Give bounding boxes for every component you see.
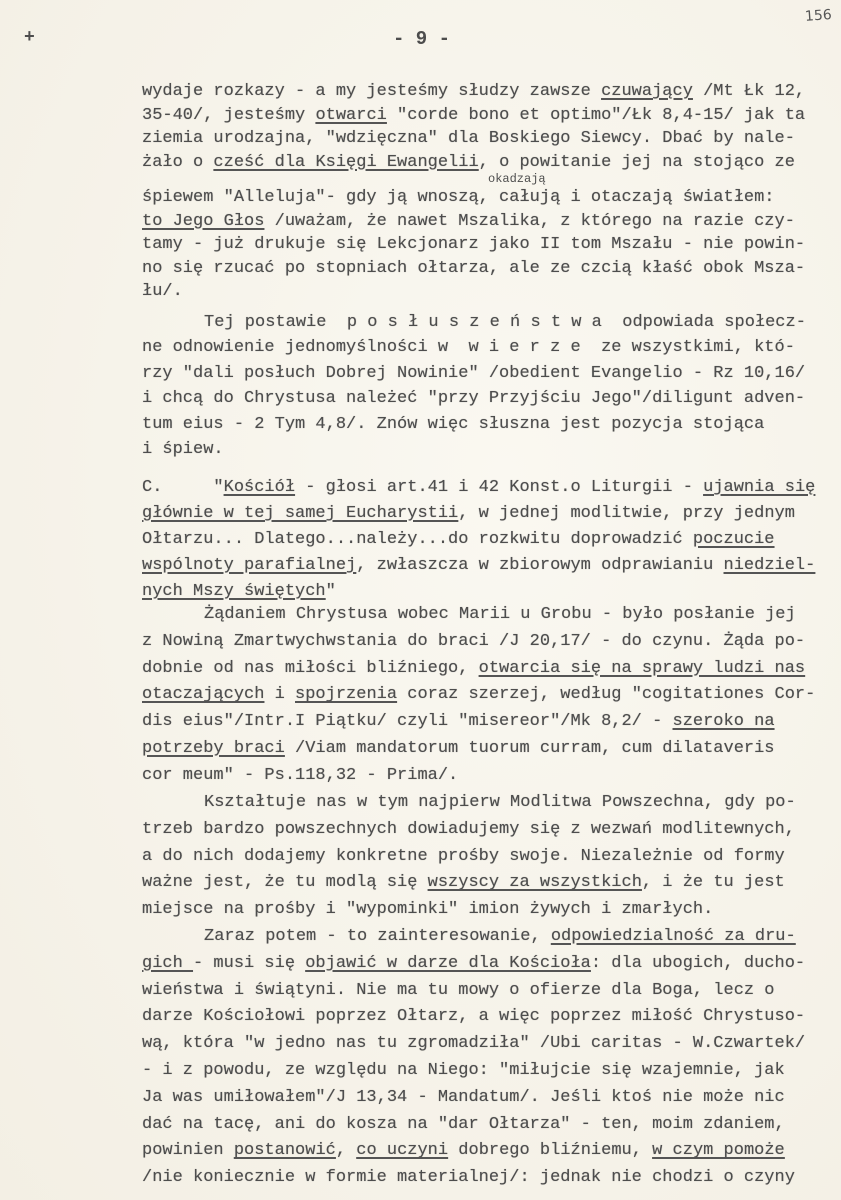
text-line bbox=[142, 900, 713, 920]
text-segment: 35-40/, jesteśmy bbox=[142, 105, 316, 125]
text-line bbox=[204, 605, 796, 625]
text-segment: /nie koniecznie w formie materialnej/: jednak nie chodzi o czyny bbox=[142, 1168, 795, 1188]
interlinear-insertion: okadzają bbox=[488, 172, 546, 186]
text-segment: ziemia urodzajna, "wdzięczna" dla Boskiego Siewcy. Dbać by nale- bbox=[142, 129, 795, 148]
text-segment: coraz szerzej, według "cogitationes Cor- bbox=[397, 685, 816, 705]
text-segment: : dla ubogich, ducho- bbox=[590, 953, 806, 973]
underlined-text: szeroko na bbox=[672, 712, 775, 732]
text-segment: cor meum" - Ps.118,32 - Prima/. bbox=[142, 765, 459, 785]
text-segment: dać na tacę, ani do kosza na "dar Ołtarza" - ten, moim zdaniem, bbox=[142, 1114, 785, 1134]
text-line bbox=[142, 129, 795, 149]
text-segment: darze Kościołowi poprzez Ołtarz, a więc poprzez miłość Chrystuso- bbox=[142, 1007, 806, 1027]
text-line bbox=[142, 212, 795, 232]
text-line bbox=[142, 1034, 805, 1054]
text-line bbox=[142, 659, 805, 679]
text-line bbox=[142, 415, 764, 435]
text-line bbox=[142, 582, 336, 602]
text-segment: , i że tu jest bbox=[641, 873, 785, 893]
underlined-text: ujawnia się bbox=[703, 478, 816, 497]
text-line bbox=[142, 282, 183, 302]
text-segment: wieństwa i świątyni. Nie ma tu mowy o ofierze dla Boga, lecz o bbox=[142, 980, 775, 1000]
text-line bbox=[142, 106, 805, 126]
text-line bbox=[142, 478, 815, 498]
text-line bbox=[142, 235, 805, 255]
underlined-text: objawić w darze dla Kościoła bbox=[305, 953, 591, 973]
text-segment: , bbox=[335, 1141, 357, 1161]
underlined-text: odpowiedzialność za dru- bbox=[550, 927, 796, 946]
text-segment: - musi się bbox=[193, 953, 306, 973]
underlined-text: postanowić bbox=[233, 1141, 336, 1161]
text-segment: "corde bono et optimo"/Łk 8,4-15/ jak ta bbox=[386, 105, 806, 125]
text-segment: dis eius"/Intr.I Piątku/ czyli "misereor"/Mk 8,2/ - bbox=[142, 712, 673, 732]
text-segment: ne odnowienie jednomyślności w w i e r z e ze wszystkimi, któ- bbox=[142, 338, 795, 358]
text-line bbox=[142, 338, 795, 358]
text-segment: Ja was umiłowałem"/J 13,34 - Mandatum/. Jeśli ktoś nie może nic bbox=[142, 1087, 785, 1107]
text-line bbox=[142, 1061, 785, 1081]
text-line bbox=[142, 556, 815, 576]
page-number: - 9 - bbox=[393, 28, 451, 50]
text-line bbox=[142, 1168, 795, 1188]
text-segment: a do nich dodajemy konkretne prośby swoje. Niezależnie od formy bbox=[142, 846, 785, 866]
text-segment: - i z powodu, ze względu na Niego: "miłujcie się wzajemnie, jak bbox=[142, 1061, 785, 1080]
text-segment: miejsce na prośby i "wypominki" imion żywych i zmarłych. bbox=[142, 900, 714, 920]
text-line bbox=[142, 530, 775, 550]
text-segment: trzeb bardzo powszechnych dowiadujemy się z wezwań modlitewnych, bbox=[142, 819, 795, 839]
text-line bbox=[142, 1088, 785, 1108]
text-segment: /Mt Łk 12, bbox=[692, 82, 806, 101]
text-segment: C. " bbox=[142, 478, 224, 497]
underlined-text: czuwający bbox=[601, 82, 693, 101]
text-segment: wydaje rozkazy - a my jesteśmy słudzy zawsze bbox=[142, 82, 602, 101]
underlined-text: nych Mszy świętych bbox=[142, 582, 326, 601]
text-segment: " bbox=[325, 582, 336, 601]
text-segment: Zaraz potem - to zainteresowanie, bbox=[204, 927, 551, 946]
text-line bbox=[204, 793, 796, 813]
text-line bbox=[204, 927, 796, 947]
text-segment: i chcą do Chrystusa należeć "przy Przyjściu Jego"/diligunt adven- bbox=[142, 389, 806, 409]
text-segment: dobrego bliźniemu, bbox=[448, 1141, 653, 1161]
underlined-text: gich bbox=[142, 953, 194, 973]
underlined-text: co uczyni bbox=[356, 1141, 449, 1161]
underlined-text: Kościół bbox=[223, 478, 296, 497]
underlined-text: otwarcia się na sprawy ludzi nas bbox=[478, 658, 806, 678]
text-line bbox=[142, 766, 458, 786]
text-segment: - głosi art.41 i 42 Konst.o Liturgii - bbox=[295, 478, 704, 497]
text-line bbox=[142, 153, 795, 173]
text-line bbox=[142, 504, 795, 524]
underlined-text: otaczających bbox=[142, 685, 265, 705]
underlined-text: wspólnoty parafialnej bbox=[142, 556, 357, 575]
text-line bbox=[142, 1115, 785, 1135]
text-segment: z Nowiną Zmartwychwstania do braci /J 20,17/ - do czynu. Żąda po- bbox=[142, 631, 806, 651]
text-line bbox=[142, 712, 775, 732]
text-line bbox=[142, 440, 224, 460]
text-segment: dobnie od nas miłości bliźniego, bbox=[142, 658, 479, 678]
underlined-text: cześć dla Księgi Ewangelii bbox=[213, 152, 479, 172]
text-segment: , zwłaszcza w zbiorowym odprawianiu bbox=[356, 556, 724, 575]
underlined-text: głównie w tej samej Eucharystii bbox=[142, 504, 459, 523]
text-segment: Ołtarzu... Dlatego...należy...do rozkwitu doprowadzić bbox=[142, 530, 693, 549]
text-segment: rzy "dali posłuch Dobrej Nowinie" /obedient Evangelio - Rz 10,16/ bbox=[142, 363, 806, 383]
text-segment: tum eius - 2 Tym 4,8/. Znów więc słuszna jest pozycja stojąca bbox=[142, 414, 765, 434]
text-line bbox=[142, 1141, 785, 1161]
text-segment: żało o bbox=[142, 152, 214, 172]
underlined-text: poczucie bbox=[692, 530, 775, 549]
underlined-text: otwarci bbox=[315, 105, 387, 125]
text-segment: śpiewem "Alleluja"- gdy ją wnoszą, całują i otaczają światłem: bbox=[142, 188, 775, 207]
underlined-text: spojrzenia bbox=[295, 685, 398, 705]
text-line bbox=[204, 313, 806, 333]
text-segment: Tej postawie p o s ł u s z e ń s t w a odpowiada społecz- bbox=[204, 313, 806, 332]
text-line bbox=[142, 820, 795, 840]
text-line bbox=[142, 739, 775, 759]
text-segment: i bbox=[264, 685, 296, 705]
text-line bbox=[142, 873, 785, 893]
text-line bbox=[142, 188, 775, 208]
text-line bbox=[142, 82, 805, 102]
text-segment: Kształtuje nas w tym najpierw Modlitwa Powszechna, gdy po- bbox=[204, 793, 796, 812]
text-segment: /Viam mandatorum tuorum curram, cum dilataveris bbox=[284, 739, 775, 758]
underlined-text: w czym pomoże bbox=[652, 1141, 785, 1161]
text-line bbox=[142, 1007, 805, 1027]
text-line bbox=[142, 259, 805, 279]
text-segment: Żądaniem Chrystusa wobec Marii u Grobu - było posłanie jej bbox=[204, 605, 796, 624]
text-segment: ważne jest, że tu modlą się bbox=[142, 873, 428, 893]
text-segment: powinien bbox=[142, 1141, 234, 1161]
text-line bbox=[142, 632, 805, 652]
text-line bbox=[142, 685, 815, 705]
underlined-text: to Jego Głos bbox=[142, 211, 265, 231]
underlined-text: niedziel- bbox=[723, 556, 816, 575]
text-segment: no się rzucać po stopniach ołtarza, ale ze czcią kłaść obok Msza- bbox=[142, 258, 806, 278]
text-line bbox=[142, 847, 785, 867]
text-segment: /uważam, że nawet Mszalika, z którego na razie czy- bbox=[264, 211, 795, 231]
text-segment: tamy - już drukuje się Lekcjonarz jako II tom Mszału - nie powin- bbox=[142, 235, 806, 254]
margin-mark: + bbox=[24, 28, 35, 48]
archive-number-handwritten: 156 bbox=[804, 7, 833, 25]
text-segment: i śpiew. bbox=[142, 440, 224, 459]
text-line bbox=[142, 364, 805, 384]
text-segment: , o powitanie jej na stojąco ze bbox=[478, 152, 795, 172]
text-line bbox=[142, 389, 805, 409]
text-line bbox=[142, 981, 775, 1001]
text-line bbox=[142, 954, 805, 974]
underlined-text: wszyscy za wszystkich bbox=[427, 873, 642, 893]
underlined-text: potrzeby braci bbox=[142, 739, 285, 758]
text-segment: , w jednej modlitwie, przy jednym bbox=[458, 504, 795, 523]
text-segment: łu/. bbox=[142, 282, 183, 301]
text-segment: wą, która "w jedno nas tu zgromadziła" /Ubi caritas - W.Czwartek/ bbox=[142, 1034, 806, 1054]
